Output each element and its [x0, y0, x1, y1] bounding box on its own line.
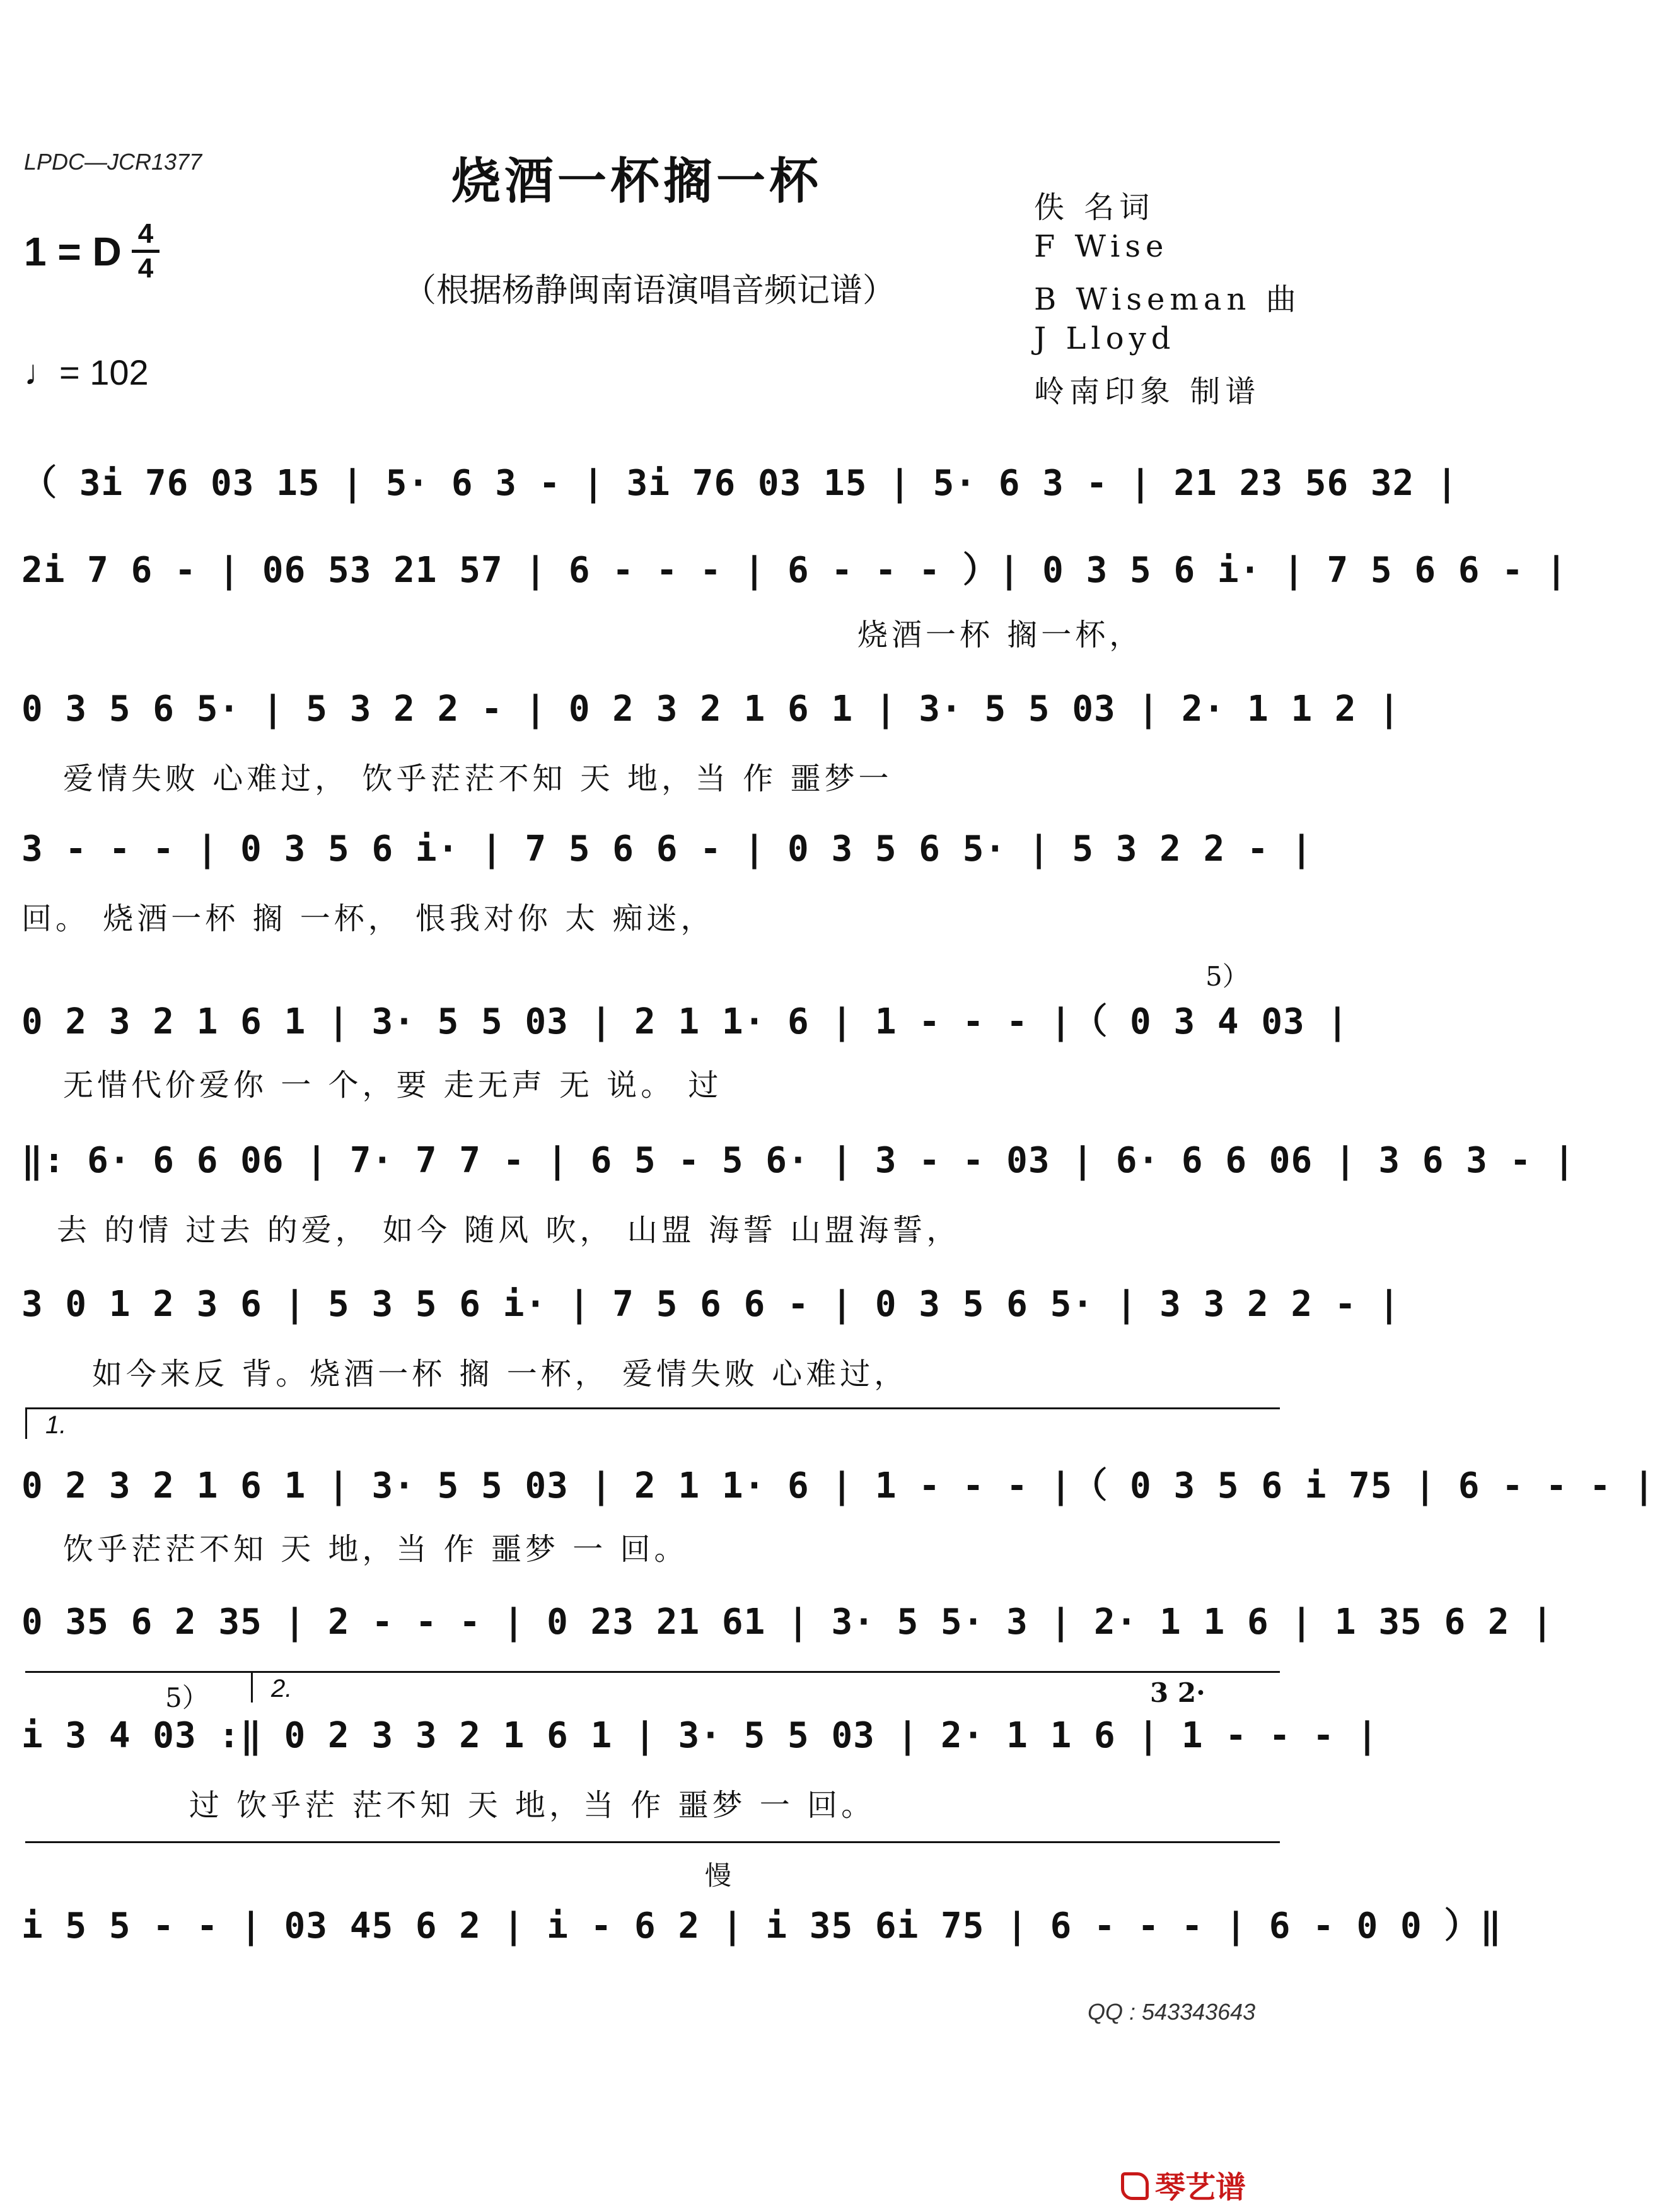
qq-contact: QQ : 543343643	[1088, 1999, 1256, 2025]
credit-lyricist: 佚 名词	[1034, 190, 1155, 225]
lyric-row-5: 无惜代价爱你 一 个，要 走无声 无 说。 过	[63, 1068, 723, 1103]
credit-composer-1: F Wise	[1034, 229, 1169, 264]
lyric-row-3: 爱情失败 心难过， 饮乎茫茫不知 天 地，当 作 噩梦一	[63, 761, 893, 796]
notation-row-1: （ 3i 76 03 15 | 5· 6 3 - | 3i 76 03 15 | 5· 6 3 - | 21 23 56 32 |	[21, 463, 1458, 504]
notation-row-10: i 3 4 03 :‖ 0 2 3 3 2 1 6 1 | 3· 5 5 03 | 2· 1 1 6 | 1 - - - |	[21, 1715, 1379, 1756]
lyric-row-2: 烧酒一杯 搁一杯，	[857, 617, 1144, 653]
time-signature	[130, 219, 161, 283]
ending-2-label: 2.	[271, 1675, 293, 1703]
lyric-row-10: 过 饮乎茫 茫不知 天 地，当 作 噩梦 一 回。	[189, 1788, 876, 1823]
mark-slow: 慢	[705, 1860, 732, 1891]
ending-1-bracket-hook	[25, 1407, 27, 1439]
key-signature: 1 = D	[24, 229, 122, 274]
tempo-marking: ♩= 102	[24, 352, 149, 392]
notation-row-9: 0 35 6 2 35 | 2 - - - | 0 23 21 61 | 3· 5 5· 3 | 2· 1 1 6 | 1 35 6 2 |	[21, 1602, 1554, 1643]
mark-five-b: 5）	[165, 1682, 209, 1713]
song-title: 烧酒一杯搁一杯	[451, 153, 822, 210]
site-logo	[1121, 2163, 1246, 2206]
credit-composer-3: J Lloyd	[1034, 321, 1176, 356]
notation-row-5: 0 2 3 2 1 6 1 | 3· 5 5 03 | 2 1 1· 6 | 1 - - - |（ 0 3 4 03 |	[21, 1001, 1349, 1042]
credit-composer-2: B Wiseman 曲	[1034, 282, 1301, 317]
notation-row-4: 3 - - - | 0 3 5 6 i· | 7 5 6 6 - | 0 3 5 6 5· | 5 3 2 2 - |	[21, 829, 1313, 870]
score-code: LPDC—JCR1377	[24, 149, 202, 175]
ending-2-bracket	[25, 1671, 1280, 1673]
notation-row-8: 0 2 3 2 1 6 1 | 3· 5 5 03 | 2 1 1· 6 | 1 - - - |（ 0 3 5 6 i 75 | 6 - - - |	[21, 1465, 1655, 1506]
logo-icon	[1121, 2172, 1149, 2200]
section-rule	[25, 1841, 1280, 1843]
notation-row-3: 0 3 5 6 5· | 5 3 2 2 - | 0 2 3 2 1 6 1 | 3· 5 5 03 | 2· 1 1 2 |	[21, 689, 1401, 730]
ending-2-bracket-hook	[251, 1671, 253, 1703]
lyric-row-8: 饮乎茫茫不知 天 地，当 作 噩梦 一 回。	[63, 1532, 688, 1567]
notation-row-6: ‖: 6· 6 6 06 | 7· 7 7 - | 6 5 - 5 6· | 3 - - 03 | 6· 6 6 06 | 3 6 3 - |	[21, 1140, 1576, 1181]
ending-1-label: 1.	[45, 1411, 67, 1439]
notation-row-7: 3 0 1 2 3 6 | 5 3 5 6 i· | 7 5 6 6 - | 0 3 5 6 5· | 3 3 2 2 - |	[21, 1284, 1401, 1325]
mark-chord: 3 2·	[1150, 1677, 1205, 1708]
meter-top: 4	[137, 218, 154, 249]
lyric-row-7: 如今来反 背。烧酒一杯 搁 一杯， 爱情失败 心难过，	[92, 1356, 909, 1392]
lyric-row-4: 回。 烧酒一杯 搁 一杯， 恨我对你 太 痴迷，	[21, 901, 715, 936]
logo-text: 琴艺谱	[1155, 2170, 1246, 2205]
ending-1-bracket	[25, 1407, 1280, 1409]
song-subtitle: （根据杨静闽南语演唱音频记谱）	[403, 272, 895, 310]
credit-arranger: 岭南印象 制谱	[1034, 374, 1261, 409]
notation-row-2: 2i 7 6 - | 06 53 21 57 | 6 - - - | 6 - - - ）| 0 3 5 6 i· | 7 5 6 6 - |	[21, 550, 1568, 591]
notation-row-11: i 5 5 - - | 03 45 6 2 | i - 6 2 | i 35 6i 75 | 6 - - - | 6 - 0 0 ）‖	[21, 1906, 1502, 1947]
meter-bottom: 4	[137, 253, 154, 284]
lyric-row-6: 去 的情 过去 的爱， 如今 随风 吹， 山盟 海誓 山盟海誓，	[57, 1213, 961, 1248]
mark-five-a: 5）	[1205, 961, 1249, 992]
